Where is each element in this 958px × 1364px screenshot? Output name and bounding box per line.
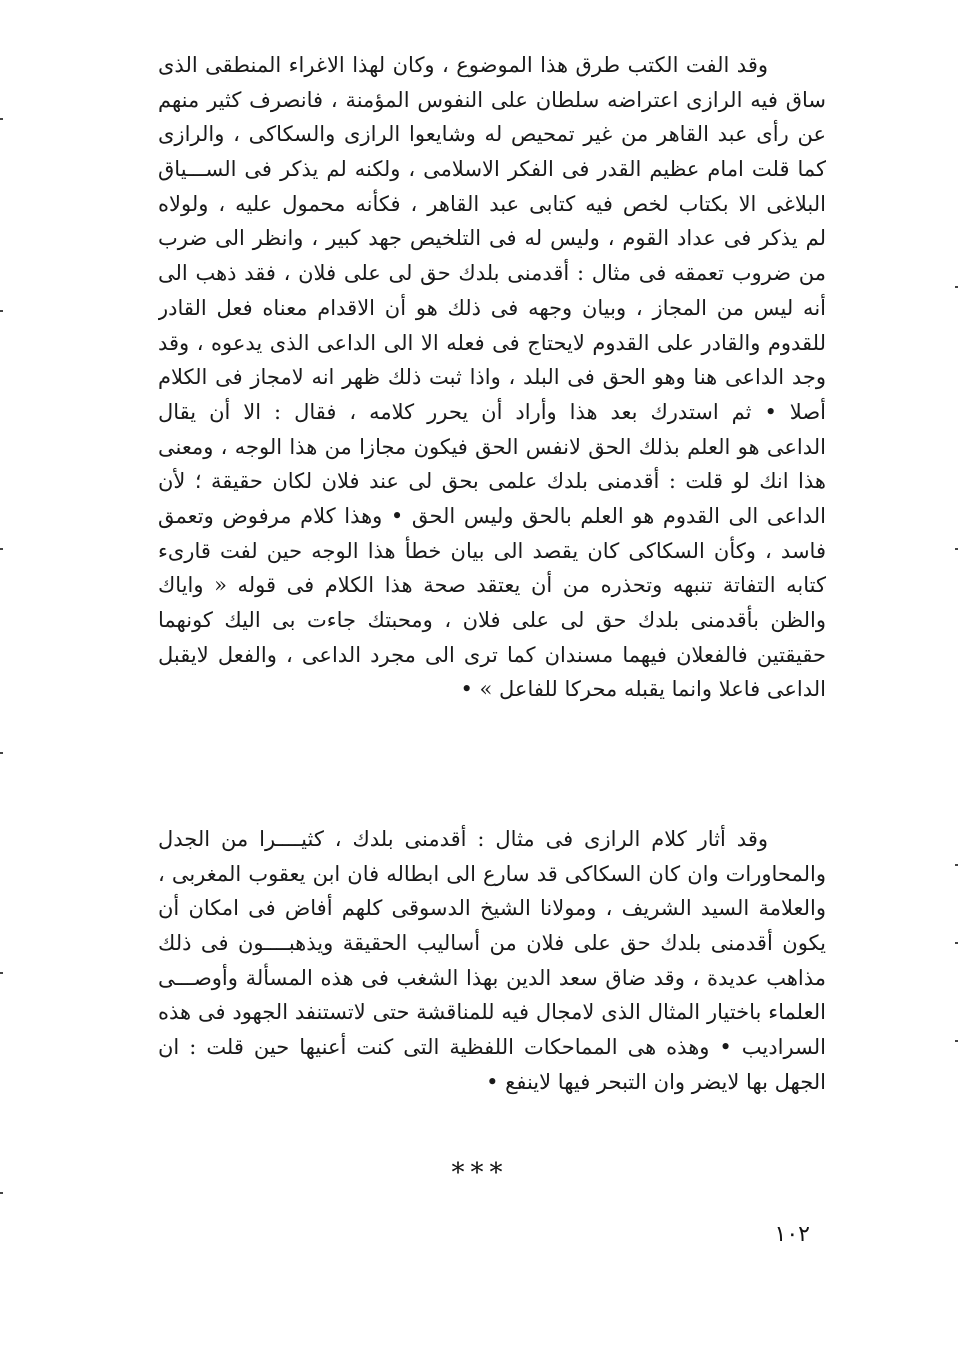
text-line: والمحاورات وان كان السكاكى قد سارع الى ابطاله فان ابن يعقوب المغربى ، [158,861,826,886]
text-line: وقد أثار كلام الرازى فى مثال : أقدمنى بلدك ، كثيــــرا من الجدل [158,827,768,851]
text-line: الداعى هو العلم بذلك الحق لانفس الحق فيكون مجازا من هذا الوجه ، ومعنى [158,434,826,459]
text-line: وجد الداعى هنا وهو الحق فى البلد ، واذا ثبت ذلك ظهر انه لامجاز فى الكلام [158,365,826,390]
text-line: الجهل بها لايضر وان التبحر فيها لاينفع • [486,1069,826,1094]
text-line: العلماء باختيار المثال الذى لامجال فيه للمناقشة حتى لاتستنفد الجهود فى هذه [158,1000,826,1025]
text-line: أصلا • ثم استدرك بعد هذا وأراد أن يحرر كلامه ، فقال : الا أن يقال [158,399,826,424]
page-number: ١٠٢ [774,1222,810,1247]
text-line: فاسد ، وكأن السكاكى كان يقصد الى بيان خطأ هذا الوجه حين لفت قارىء [158,538,826,563]
text-line: كما قلت امام عظيم القدر فى الفكر الاسلامى ، ولكنه لم يذكر فى الســـياق [158,157,826,182]
text-line: مذاهب عديدة ، وقد ضاق سعد الدين بهذا الشغب فى هذه المسألة وأوصـــى [158,965,826,990]
text-line: وقد الفت الكتب طرق هذا الموضوع ، وكان لهذا الاغراء المنطقى الذى [158,53,768,77]
text-line: لم يذكر فى عداد القوم ، وليس له فى التلخيص جهد كبير ، وانظر الى ضرب [158,226,826,251]
text-line: حقيقتين فالفعلان فيهما مسندان كما ترى الى مجرد الداعى ، والفعل لايقبل [158,642,826,667]
text-line: السراديب • وهذه هى المماحكات اللفظية التى كنت أعنيها حين قلت : ان [158,1035,826,1060]
text-line: والعلامة السيد الشريف ، ومولانا الشيخ الدسوقى كلهم أفاض فى امكان أن [158,896,826,921]
text-line: هذا انك لو قلت : أقدمنى بلدك علمى بحق لى عند فلان لكان حقيقة ؛ لأن [158,469,826,494]
text-line: من ضروب تعمقه فى مثال : أقدمنى بلدك حق لى على فلان ، فقد ذهب الى [158,261,826,286]
scan-edge-mark [0,310,3,312]
text-line: للقدوم والقادر على القدوم لايحتاج فى فعله الا الى الداعى الذى يدعوه ، وقد [158,330,826,355]
scan-edge-mark [0,1192,3,1194]
text-line: الداعى فاعلا وانما يقبله محركا للفاعل » • [460,677,826,702]
section-separator: *** [451,1158,509,1188]
scan-edge-mark [0,752,3,754]
scan-edge-mark [0,972,3,974]
text-line: الداعى الى القدوم هو العلم بالحق وليس الحق • وهذا كلام مرفوض وتعمق [158,503,826,528]
text-line: يكون أقدمنى بلدك حق على فلان من أساليب الحقيقة ويذهبــــون فى ذلك [158,931,826,956]
text-line: ساق فيه الرازى اعتراضه سلطان على النفوس المؤمنة ، فانصرف كثير منهم [158,87,826,112]
paragraph-2 [158,822,826,1100]
text-line: أنه ليس من المجاز ، وبيان وجهه فى ذلك هو أن الاقدام معناه فعل القادر [158,295,826,320]
scan-edge-mark [0,118,3,120]
text-line: كتابه التفاتة تنبهه وتحذره من أن يعتقد صحة هذا الكلام فى قوله « واياك [158,573,826,598]
paragraph-1 [158,48,826,707]
scan-edge-mark [0,548,3,550]
text-line: والظن بأقدمنى بلدك حق لى على فلان ، ومحبتك جاءت بى اليك كونهما [158,608,826,632]
text-line: عن رأى عبد القاهر من غير تمحيص له وشايعوا الرازى والسكاكى ، والرازى [158,122,826,147]
text-line: البلاغى الا بكتاب لخص فيه كتابى عبد القاهر ، فكأنه محمول عليه ، ولولاه [158,191,826,216]
